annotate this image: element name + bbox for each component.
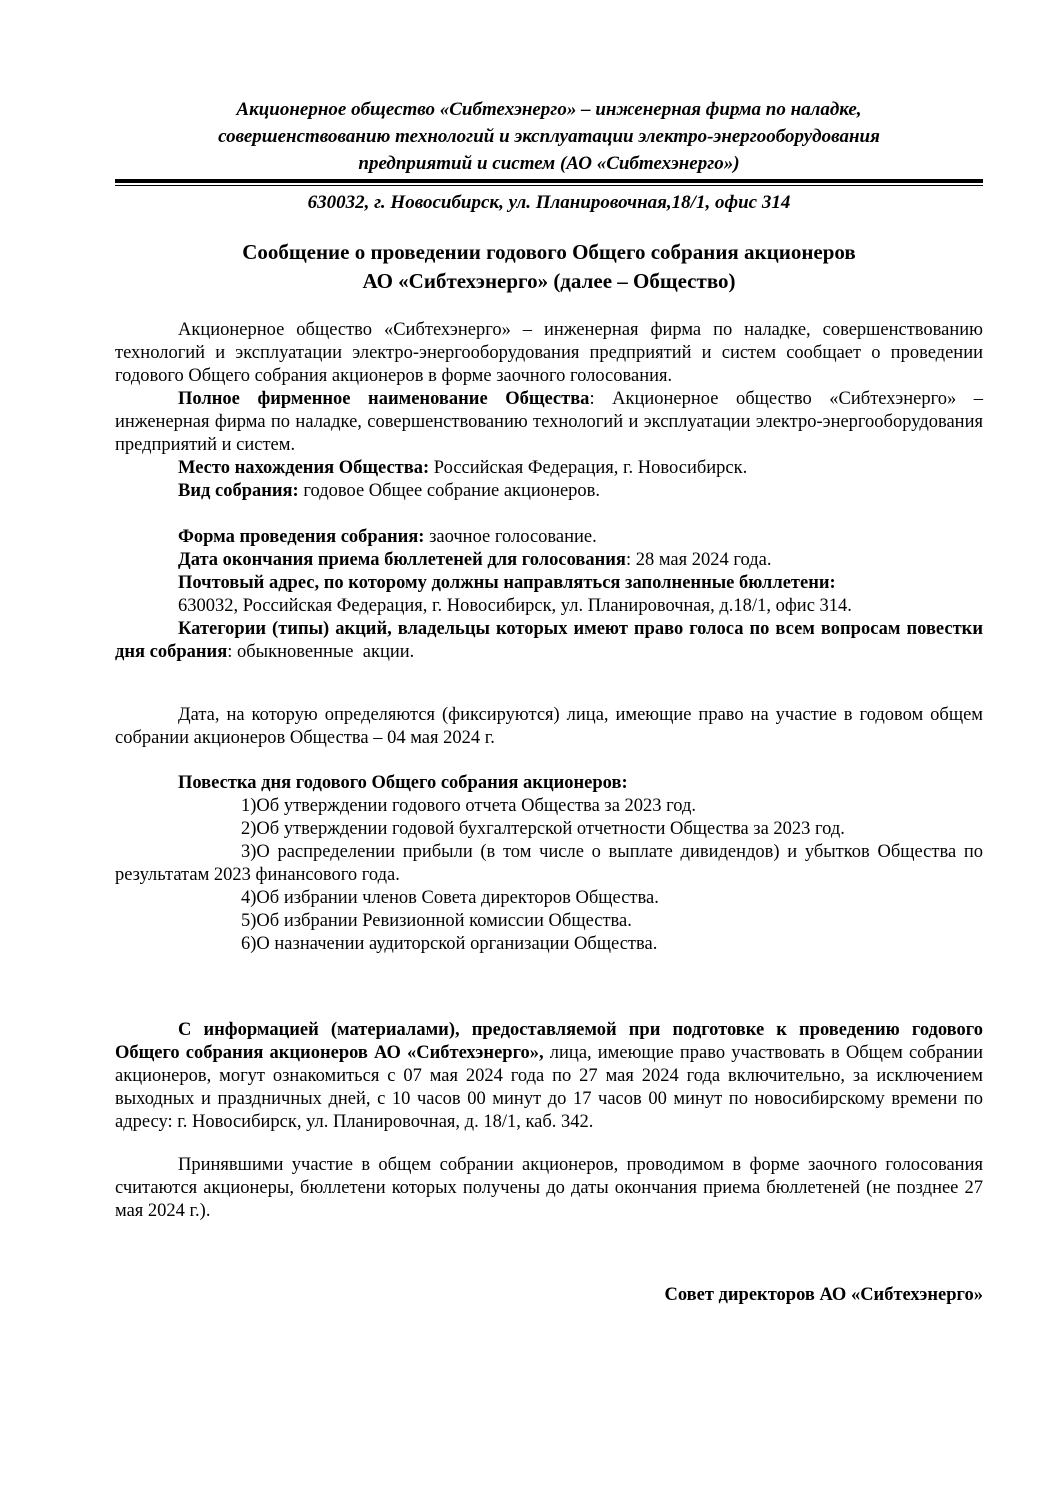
form-label: Форма проведения собрания: — [178, 527, 425, 547]
agenda-item-text: Об утверждении годовой бухгалтерской отчетности Общества за 2023 год. — [256, 819, 845, 839]
agenda-item-text: Об избрании членов Совета директоров Общества. — [256, 888, 659, 908]
agenda-item-number: 3) — [241, 842, 257, 862]
agenda-item — [115, 887, 983, 910]
paragraph-full-name — [115, 388, 983, 457]
agenda-heading-label: Повестка дня годового Общего собрания акционеров: — [178, 773, 628, 793]
agenda-item-number: 5) — [241, 911, 257, 931]
materials-rest: лица, имеющие право участвовать в Общем собрании акционеров, могут ознакомиться с 07 мая 2024 года по 27 мая 2024 года включительно, за исключением выходных и праздничных дней, с 10 часов 00 минут до 17 часов 00 минут по новосибирскому времени по адресу: г. Новосибирск, ул. Планировочная, д. 18/1, каб. 342. — [115, 1043, 983, 1132]
document-content — [115, 0, 983, 1307]
meeting-type-value: годовое Общее собрание акционеров. — [298, 481, 601, 501]
paragraph-categories — [115, 618, 983, 664]
agenda-item-text: Об утверждении годового отчета Общества за 2023 год. — [256, 796, 697, 816]
agenda-item-text: Об избрании Ревизионной комиссии Общества. — [256, 911, 632, 931]
agenda-item-text: О назначении аудиторской организации Общества. — [256, 934, 658, 954]
full-name-label: Полное фирменное наименование Общества — [178, 389, 590, 409]
meeting-type-label: Вид собрания: — [178, 481, 299, 501]
page-title-line-2: АО «Сибтехэнерго» (далее – Общество) — [362, 269, 736, 293]
letterhead — [115, 96, 983, 177]
agenda-heading — [115, 772, 983, 795]
agenda-item — [115, 818, 983, 841]
agenda-item-number: 1) — [241, 796, 257, 816]
signature-line: Совет директоров АО «Сибтехэнерго» — [664, 1285, 983, 1305]
paragraph-intro: Акционерное общество «Сибтехэнерго» – инженерная фирма по наладке, совершенствованию технологий и эксплуатации электро-энергооборудования предприятий и систем сообщает о проведении годового Общего собрания акционеров в форме заочного голосования. — [115, 320, 983, 386]
letterhead-line-1: Акционерное общество «Сибтехэнерго» – инженерная фирма по наладке, — [236, 99, 862, 120]
paragraph-deadline — [115, 549, 983, 572]
paragraph-postal-label — [115, 572, 983, 595]
paragraph-location — [115, 457, 983, 480]
page-title-line-1: Сообщение о проведении годового Общего собрания акционеров — [242, 240, 856, 264]
paragraph-meeting-type — [115, 480, 983, 503]
location-value: Российская Федерация, г. Новосибирск. — [429, 458, 748, 478]
paragraph-form — [115, 526, 983, 549]
paragraph-record-date: Дата, на которую определяются (фиксируются) лица, имеющие право на участие в годовом общем собрании акционеров Общества – 04 мая 2024 г. — [115, 705, 983, 748]
paragraph-participation: Принявшими участие в общем собрании акционеров, проводимом в форме заочного голосования считаются акционеры, бюллетени которых получены до даты окончания приема бюллетеней (не позднее 27 мая 2024 г.). — [115, 1155, 983, 1221]
paragraph-materials — [115, 1019, 983, 1134]
letterhead-divider-rule — [115, 179, 983, 186]
letterhead-line-2: совершенствованию технологий и эксплуатации электро-энергооборудования — [218, 126, 880, 147]
document-body — [115, 319, 983, 1307]
materials-bold: С информацией (материалами), предоставляемой при подготовке к проведению годового Общего собрания акционеров АО «Сибтехэнерго», — [115, 1020, 983, 1063]
categories-label: Категории (типы) акций, владельцы которых имеют право голоса по всем вопросам повестки дня собрания — [115, 619, 983, 662]
postal-label: Почтовый адрес, по которому должны направляться заполненные бюллетени: — [178, 573, 836, 593]
location-label: Место нахождения Общества: — [178, 458, 430, 478]
agenda-item — [115, 795, 983, 818]
letterhead-line-3: предприятий и систем (АО «Сибтехэнерго») — [358, 153, 740, 174]
categories-value: : обыкновенные акции. — [227, 642, 415, 662]
agenda-item-number: 6) — [241, 934, 257, 954]
agenda-item-text: О распределении прибыли (в том числе о выплате дивидендов) и убытков Общества по результатам 2023 финансового года. — [115, 842, 983, 885]
paragraph-postal-value: 630032, Российская Федерация, г. Новосибирск, ул. Планировочная, д.18/1, офис 314. — [178, 596, 852, 616]
agenda-item-number: 2) — [241, 819, 257, 839]
agenda-item — [115, 910, 983, 933]
form-value: заочное голосование. — [424, 527, 597, 547]
agenda-item-number: 4) — [241, 888, 257, 908]
agenda-item — [115, 933, 983, 956]
deadline-value: : 28 мая 2024 года. — [625, 550, 772, 570]
agenda-item — [115, 841, 983, 887]
letterhead-address: 630032, г. Новосибирск, ул. Планировочная,18/1, офис 314 — [307, 192, 791, 213]
page-title — [115, 238, 983, 296]
deadline-label: Дата окончания приема бюллетеней для голосования — [178, 550, 626, 570]
full-name-value: : Акционерное общество «Сибтехэнерго» – инженерная фирма по наладке, совершенствованию технологий и эксплуатации электро-энергооборудования предприятий и систем. — [115, 389, 983, 455]
